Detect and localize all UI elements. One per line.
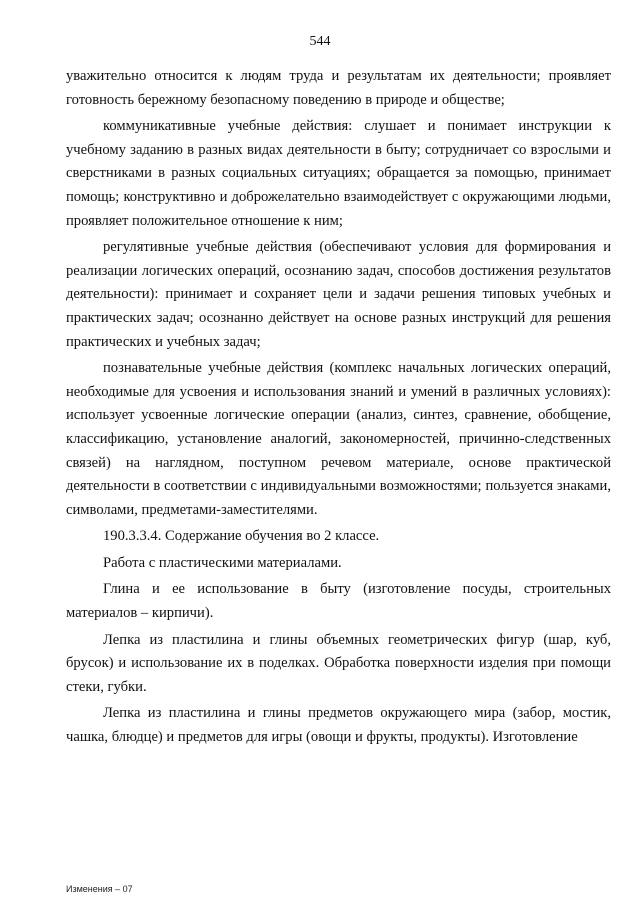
paragraph-personal-actions-end: уважительно относится к людям труда и результатам их деятельности; проявляет готовность бережному безопасному поведению в природе и обществе; [66,68,611,108]
paragraph-clay-usage: Глина и ее использование в быту (изготовление посуды, строительных материалов – кирпичи). [66,581,611,622]
paragraph-cognitive-actions: познавательные учебные действия (комплекс начальных логических операций, необходимые для усвоения и использования знаний и умений в различных условиях): использует усвоенные логические операции (анализ, синтез, сравнение, обобщение, классификацию, установление аналогий, закономерностей, причинно-следственных связей) на наглядном, поступном речевом материале, основе практической деятельности в соответствии с индивидуальными возможностями; пользуется знаками, символами, предметами-заместителями. [66,360,611,518]
paragraph-communicative-actions: коммуникативные учебные действия: слушает и понимает инструкции к учебному заданию в разных видах деятельности в быту; сотрудничает со взрослыми и сверстниками в разных социальных ситуациях; обращается за помощью, принимает помощь; конструктивно и доброжелательно взаимодействует с окружающими людьми, проявляет положительное отношение к ним; [66,118,611,229]
paragraph-modeling-objects: Лепка из пластилина и глины предметов окружающего мира (забор, мостик, чашка, блюдце) и предметов для игры (овощи и фрукты, продукты). Изготовление [66,705,611,746]
paragraph-modeling-shapes: Лепка из пластилина и глины объемных геометрических фигур (шар, куб, брусок) и использование их в поделках. Обработка поверхности изделия при помощи стеки, губки. [66,631,611,695]
paragraph-regulatory-actions: регулятивные учебные действия (обеспечивают условия для формирования и реализации логических операций, осознанию задач, способов достижения результатов деятельности): принимает и сохраняет цели и задачи решения типовых учебных и практических задач; осознанно действует на основе разных инструкций для решения практических и учебных задач; [66,239,611,350]
footer-revision-note: Изменения – 07 [66,884,133,894]
page-number: 544 [309,34,331,49]
subsection-heading: Работа с пластическими материалами. [103,554,342,571]
section-heading: 190.3.3.4. Содержание обучения во 2 классе. [103,528,380,545]
body-text [66,65,611,753]
